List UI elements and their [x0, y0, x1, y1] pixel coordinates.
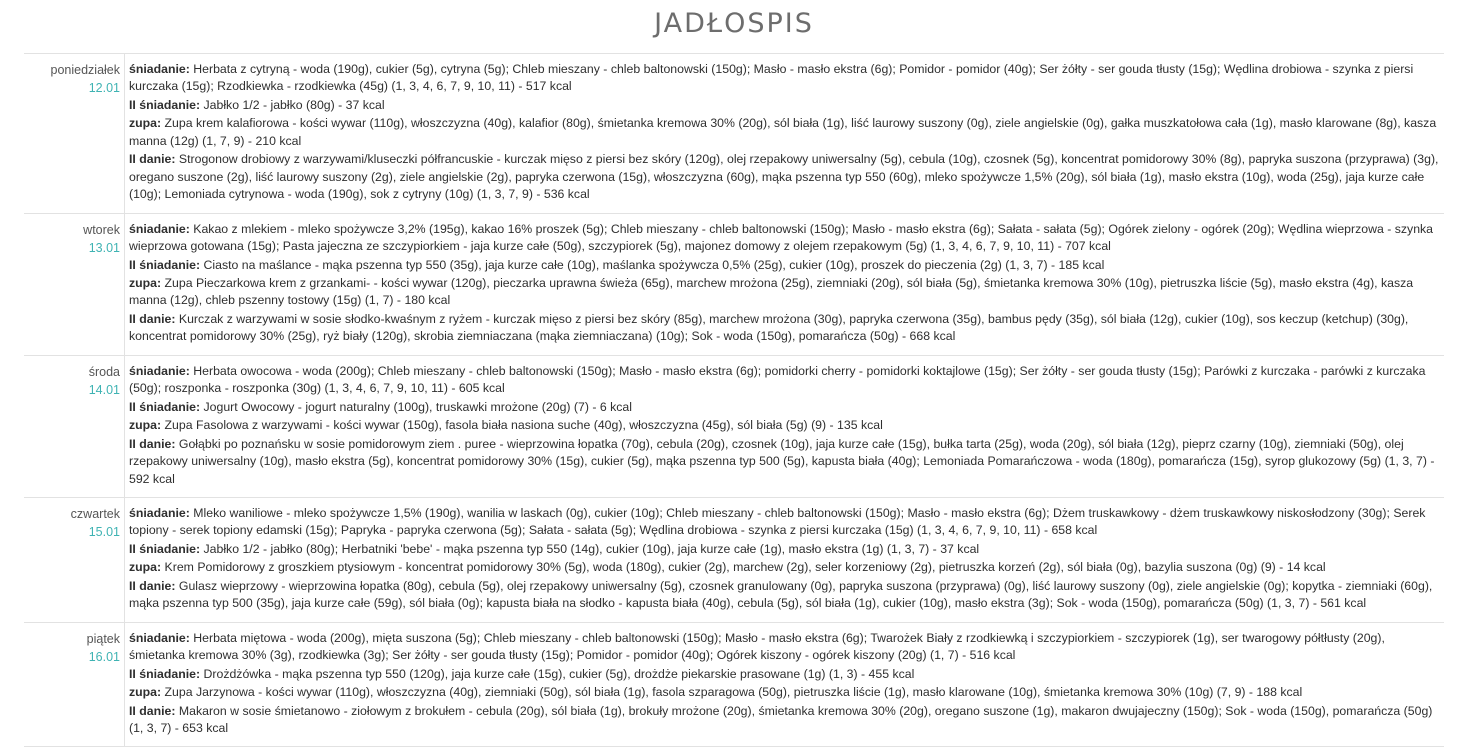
meal-text: Krem Pomidorowy z groszkiem ptysiowym - koncentrat pomidorowy 30% (5g), woda (180g), cukier (2g), marchew (2g), seler korzeniowy (2g), pietruszka korzeń (2g), sól biała (0g), bazylia suszona (0g) (9) - 14 kcal [164, 560, 1326, 575]
day-label-poniedzialek [24, 54, 125, 214]
meal-text: Zupa krem kalafiorowa - kości wywar (110g), włoszczyzna (40g), kalafior (80g), śmietanka kremowa 30% (20g), sól biała (1g), liść laurowy suszony (0g), ziele angielskie (0g), gałka muszkatołowa cała (1g), masło klarowane (8g), kasza manna (12g) (1, 7, 9) - 210 kcal [129, 116, 1437, 148]
day-name: czwartek [70, 506, 120, 521]
meal-label: śniadanie: [129, 221, 190, 236]
meal-text: Jabłko 1/2 - jabłko (80g) - 37 kcal [203, 97, 385, 112]
meal-label: śniadanie: [129, 363, 190, 378]
meal-label: śniadanie: [129, 630, 190, 645]
meal-zupa [129, 559, 1440, 576]
meal-sniadanie [129, 221, 1440, 256]
meal-text: Mleko waniliowe - mleko spożywcze 1,5% (190g), wanilia w laskach (0g), cukier (10g); Chleb mieszany - chleb baltonowski (150g); Masło - masło ekstra (6g); Dżem truskawkowy - dżem truskawkowy niskosłodzony (30g); Serek topiony - serek topiony edamski (15g); Papryka - papryka czerwona (5g); Sałata - sałata (5g); Wędlina drobiowa - szynka z piersi kurczaka (15g) (1, 3, 4, 6, 7, 9, 10, 11) - 658 kcal [129, 505, 1426, 538]
meal-label: zupa: [129, 275, 162, 290]
meal-text: Gołąbki po poznańsku w sosie pomidorowym ziem . puree - wieprzowina łopatka (70g), cebula (20g), czosnek (10g), jaja kurze całe (15g), bułka tarta (25g), woda (20g), sól biała (12g), pieprz czarny (10g), ziemniaki (50g), olej rzepakowy uniwersalny (10g), masło ekstra (5g), koncentrat pomidorowy 30% (15g), cukier (5g), mąka pszenna typ 500 (5g), kapusta biała (40g); Lemoniada Pomarańczowa - woda (180g), pomarańcza (15g), syrop glukozowy (5g) (1, 3, 7) - 592 kcal [129, 436, 1435, 486]
meal-text: Ciasto na maślance - mąka pszenna typ 550 (35g), jaja kurze całe (10g), maślanka spożywcza 0,5% (25g), cukier (10g), proszek do pieczenia (2g) (1, 3, 7) - 185 kcal [203, 257, 1105, 272]
table-row [24, 54, 1444, 214]
meal-label: II śniadanie: [129, 399, 201, 414]
day-label-czwartek [24, 497, 125, 622]
meal-label: zupa: [129, 685, 162, 700]
day-date: 16.01 [88, 649, 120, 664]
day-label-piatek [24, 622, 125, 747]
meal-label: śniadanie: [129, 505, 190, 520]
meal-text: Makaron w sosie śmietanowo - ziołowym z brokułem - cebula (20g), sól biała (1g), brokuły mrożone (20g), śmietanka kremowa 30% (20g), oregano suszone (1g), makaron dwujajeczny (150g); Sok - woda (150g), pomarańcza (50g) (1, 3, 7) - 653 kcal [129, 703, 1433, 735]
meal-label: II danie: [129, 578, 176, 593]
day-name: piątek [86, 631, 120, 646]
day-name: poniedziałek [50, 63, 120, 77]
meal-ii-sniadanie [129, 666, 1440, 683]
meal-label: II śniadanie: [129, 97, 201, 112]
day-name: wtorek [83, 222, 120, 237]
meal-ii-danie [129, 436, 1440, 488]
table-row [24, 355, 1444, 497]
meal-ii-sniadanie [129, 257, 1440, 274]
meal-text: Kakao z mlekiem - mleko spożywcze 3,2% (195g), kakao 16% proszek (5g); Chleb mieszany - chleb baltonowski (150g); Masło - masło ekstra (6g); Sałata - sałata (5g); Ogórek zielony - ogórek (20g); Wędlina wieprzowa - szynka wieprzowa gotowana (15g); Pasta jajeczna ze szczypiorkiem - jaja kurze całe (50g), szczypiorek (5g), majonez domowy z olejem rzepakowym (5g) (1, 3, 4, 6, 7, 9, 10, 11) - 707 kcal [129, 221, 1434, 254]
meal-ii-danie [129, 703, 1440, 738]
meal-text: Herbata miętowa - woda (200g), mięta suszona (5g); Chleb mieszany - chleb baltonowski (150g); Masło - masło ekstra (6g); Twarożek Biały z rzodkiewką i szczypiorkiem - szczypiorek (1g), ser twarogowy półtłusty (20g), śmietanka kremowa 30% (3g), rzodkiewka (3g); Ser żółty - ser gouda tłusty (15g); Pomidor - pomidor (40g); Ogórek kiszony - ogórek kiszony (20g) (1, 7) - 516 kcal [129, 630, 1385, 663]
meal-ii-sniadanie [129, 399, 1440, 416]
meal-label: II danie: [129, 152, 176, 167]
page-title: JADŁOSPIS [654, 8, 814, 39]
meal-zupa [129, 115, 1440, 150]
meal-label: zupa: [129, 116, 162, 131]
table-row [24, 622, 1444, 747]
day-date: 13.01 [88, 240, 120, 255]
day-meals-wtorek [125, 213, 1445, 355]
meal-label: śniadanie: [129, 62, 190, 76]
meal-zupa [129, 275, 1440, 310]
meal-ii-danie [129, 311, 1440, 346]
meal-label: II danie: [129, 703, 176, 718]
meal-label: zupa: [129, 560, 162, 575]
meal-text: Strogonow drobiowy z warzywami/kluseczki półfrancuskie - kurczak mięso z piersi bez skóry (120g), olej rzepakowy uniwersalny (5g), cebula (10g), czosnek (5g), koncentrat pomidorowy 30% (8g), papryka suszona (przyprawa) (3g), oregano suszone (2g), liść laurowy suszony (2g), ziele angielskie (2g), papryka czerwona (15g), włoszczyzna (60g), mąka pszenna typ 550 (60g), mleko spożywcze 1,5% (20g), sól biała (1g), masło ekstra (10g), woda (25g), jaja kurze całe (10g); Lemoniada cytrynowa - woda (190g), sok z cytryny (10g) (1, 3, 7, 9) - 536 kcal [129, 152, 1439, 202]
day-label-wtorek [24, 213, 125, 355]
meal-text: Jabłko 1/2 - jabłko (80g); Herbatniki 'bebe' - mąka pszenna typ 550 (14g), cukier (10g), jaja kurze całe (1g), masło ekstra (1g) (1, 3, 7) - 37 kcal [203, 541, 980, 556]
menu-page [0, 8, 1468, 747]
day-meals-sroda [125, 355, 1445, 497]
meal-label: II śniadanie: [129, 666, 201, 681]
day-date: 14.01 [88, 382, 120, 397]
meal-zupa [129, 684, 1440, 701]
meal-label: II śniadanie: [129, 257, 201, 272]
meal-text: Zupa Pieczarkowa krem z grzankami- - kości wywar (120g), pieczarka uprawna świeża (65g), marchew mrożona (25g), ziemniaki (20g), sól biała (5g), śmietanka kremowa 30% (10g), pietruszka liście (5g), masło ekstra (4g), kasza manna (12g), chleb pszenny tostowy (15g) (1, 7) - 180 kcal [129, 275, 1414, 308]
day-date: 15.01 [88, 525, 120, 540]
meal-label: II danie: [129, 436, 176, 451]
meal-text: Zupa Jarzynowa - kości wywar (110g), włoszczyzna (40g), ziemniaki (50g), sól biała (1g), fasola szparagowa (50g), pietruszka liście (1g), masło klarowane (10g), śmietanka kremowa 30% (10g) (7, 9) - 188 kcal [164, 685, 1303, 700]
meal-label: II śniadanie: [129, 541, 201, 556]
day-date: 12.01 [88, 81, 120, 96]
meal-sniadanie [129, 363, 1440, 398]
meal-sniadanie [129, 630, 1440, 665]
meal-ii-sniadanie [129, 97, 1440, 114]
meal-zupa [129, 417, 1440, 434]
meal-text: Jogurt Owocowy - jogurt naturalny (100g), truskawki mrożone (20g) (7) - 6 kcal [203, 399, 633, 414]
meal-ii-danie [129, 151, 1440, 203]
day-name: środa [88, 364, 120, 379]
day-meals-piatek [125, 622, 1445, 747]
meal-sniadanie [129, 505, 1440, 540]
meal-text: Zupa Fasolowa z warzywami - kości wywar (150g), fasola biała nasiona suche (40g), włoszczyzna (45g), sól biała (5g) (9) - 135 kcal [164, 418, 883, 433]
menu-table-body [24, 54, 1444, 747]
day-meals-czwartek [125, 497, 1445, 622]
meal-text: Herbata owocowa - woda (200g); Chleb mieszany - chleb baltonowski (150g); Masło - masło ekstra (6g); pomidorki cherry - pomidorki koktajlowe (15g); Ser żółty - ser gouda tłusty (15g); Parówki z kurczaka - parówki z kurczaka (50g); roszponka - roszponka (30g) (1, 3, 4, 6, 7, 9, 10, 11) - 605 kcal [129, 363, 1426, 396]
meal-sniadanie [129, 61, 1440, 96]
meal-text: Kurczak z warzywami w sosie słodko-kwaśnym z ryżem - kurczak mięso z piersi bez skóry (85g), marchew mrożona (30g), papryka czerwona (35g), bambus pędy (35g), sól biała (12g), cukier (10g), sos keczup (ketchup) (30g), koncentrat pomidorowy 30% (25g), ryż biały (120g), skrobia ziemniaczana (mąka ziemniaczana) (10g); Sok - woda (150g), pomarańcza (50g) - 668 kcal [129, 311, 1409, 344]
table-row [24, 213, 1444, 355]
meal-text: Gulasz wieprzowy - wieprzowina łopatka (80g), cebula (5g), olej rzepakowy uniwersalny (5g), czosnek granulowany (0g), papryka suszona (przyprawa) (0g), liść laurowy suszony (0g), ziele angielskie (0g); kopytka - ziemniaki (60g), mąka pszenna typ 500 (35g), jaja kurze całe (59g), sól biała (0g); kapusta biała na słodko - kapusta biała (40g), cebula (5g), sól biała (1g), cukier (10g), masło ekstra (3g); Sok - woda (150g), pomarańcza (50g) (1, 3, 7) - 561 kcal [129, 578, 1433, 611]
meal-label: II danie: [129, 311, 176, 326]
meal-text: Herbata z cytryną - woda (190g), cukier (5g), cytryna (5g); Chleb mieszany - chleb baltonowski (150g); Masło - masło ekstra (6g); Pomidor - pomidor (40g); Ser żółty - ser gouda tłusty (15g); Wędlina drobiowa - szynka z piersi kurczaka (15g); Rzodkiewka - rzodkiewka (45g) (1, 3, 4, 6, 7, 9, 10, 11) - 517 kcal [129, 62, 1414, 94]
menu-table [24, 53, 1444, 747]
meal-text: Drożdżówka - mąka pszenna typ 550 (120g), jaja kurze całe (15g), cukier (5g), drożdże piekarskie prasowane (1g) (1, 3) - 455 kcal [203, 666, 915, 681]
table-row [24, 497, 1444, 622]
meal-ii-sniadanie [129, 541, 1440, 558]
day-meals-poniedzialek [125, 54, 1445, 214]
day-label-sroda [24, 355, 125, 497]
meal-label: zupa: [129, 418, 162, 433]
meal-ii-danie [129, 578, 1440, 613]
